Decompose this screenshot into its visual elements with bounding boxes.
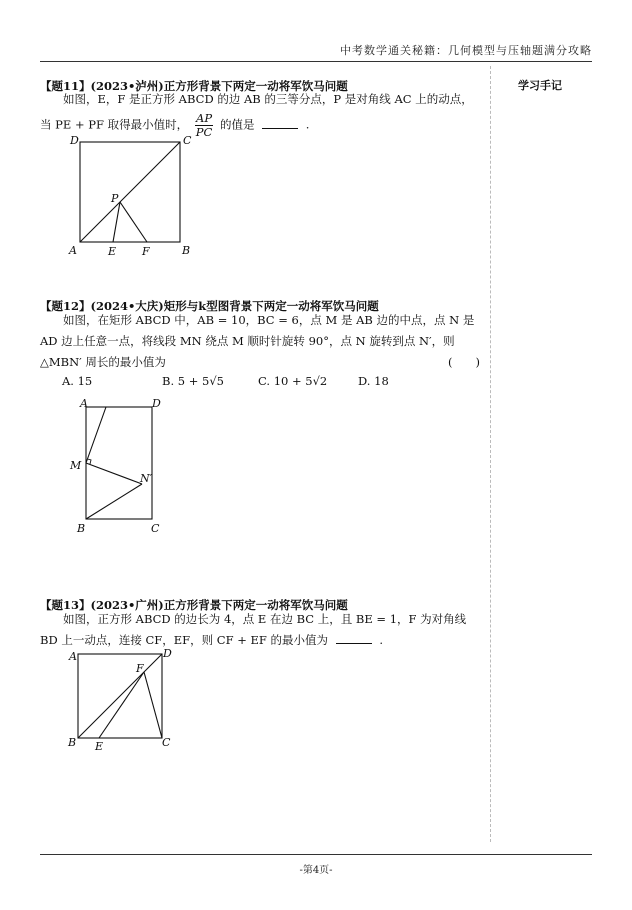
problem-11-line-2-end: . [305, 117, 310, 132]
problem-13-line-1: 如图，正方形 ABCD 的边长为 4，点 E 在边 BC 上，且 BE = 1，F 为对角线 [63, 612, 467, 626]
segment-bn-prime [86, 484, 142, 519]
label-e: E [95, 740, 104, 753]
problem-12-line-3 [40, 352, 480, 373]
label-c: C [183, 134, 192, 147]
problem-13-line-2-pre: BD 上一动点，连接 CF，EF，则 CF + EF 的最小值为 [40, 633, 329, 647]
label-b: B [77, 522, 86, 535]
option-b: B. 5 + 5√5 [162, 374, 224, 388]
rectangle-abcd [86, 407, 152, 519]
label-a: A [80, 397, 88, 410]
problem-13-line-2-end: . [379, 633, 384, 647]
problem-13-title: 【题13】(2023•广州)正方形背景下两定一动将军饮马问题 [40, 598, 348, 612]
label-p: P [111, 192, 119, 205]
label-d: D [70, 134, 79, 147]
problem-11-line-2-post: 的值是 [219, 117, 255, 132]
label-b: B [68, 736, 77, 749]
figure-problem-13 [64, 644, 184, 754]
fraction-numerator: AP [196, 111, 213, 125]
segment-ef [99, 672, 144, 738]
notes-title: 学习手记 [518, 79, 562, 92]
segment-pf [120, 202, 147, 242]
problem-12-title: 【题12】(2024•大庆)矩形与k型图背景下两定一动将军饮马问题 [40, 299, 379, 313]
notes-divider [490, 66, 491, 842]
label-f: F [142, 245, 150, 258]
fraction-denominator: PC [195, 125, 213, 139]
segment-mn [86, 407, 106, 463]
label-a: A [69, 650, 77, 663]
problem-11-line-1: 如图，E，F 是正方形 ABCD 的边 AB 的三等分点，P 是对角线 AC 上的动点， [63, 92, 473, 106]
answer-blank [336, 631, 372, 644]
label-a: A [69, 244, 77, 257]
answer-parentheses: ( ) [448, 355, 480, 369]
problem-11-title: 【题11】(2023•泸州)正方形背景下两定一动将军饮马问题 [40, 79, 348, 93]
page-header: 中考数学通关秘籍：几何模型与压轴题满分攻略 [340, 44, 592, 57]
label-d: D [152, 397, 161, 410]
diagonal-bd [78, 654, 162, 738]
option-c: C. 10 + 5√2 [258, 374, 328, 388]
page-number: -第4页- [299, 865, 333, 876]
label-c: C [151, 522, 160, 535]
diagonal-ac [80, 142, 180, 242]
problem-11-line-2-pre: 当 PE + PF 取得最小值时， [40, 117, 189, 132]
footer-rule [40, 854, 592, 855]
figure-problem-11 [60, 130, 200, 262]
figure-problem-12 [60, 393, 180, 541]
option-d: D. 18 [358, 374, 389, 388]
option-a: A. 15 [62, 374, 93, 388]
label-c: C [162, 736, 171, 749]
problem-12-line-3-text: △MBN′ 周长的最小值为 [40, 355, 166, 369]
label-d: D [163, 647, 172, 660]
segment-mn-prime [86, 463, 142, 484]
problem-12-line-2: AD 边上任意一点，将线段 MN 绕点 M 顺时针旋转 90°，点 N 旋转到点 N′，则 [40, 334, 455, 348]
problem-12-text [40, 310, 480, 373]
header-rule [40, 61, 592, 62]
label-e: E [108, 245, 117, 258]
label-m: M [70, 459, 82, 472]
label-f: F [136, 662, 144, 675]
label-n-prime: N′ [140, 472, 153, 485]
problem-12-line-1: 如图，在矩形 ABCD 中，AB = 10，BC = 6，点 M 是 AB 边的中点，点 N 是 [63, 313, 475, 327]
segment-cf [144, 672, 162, 738]
label-b: B [182, 244, 191, 257]
answer-blank [262, 116, 298, 129]
